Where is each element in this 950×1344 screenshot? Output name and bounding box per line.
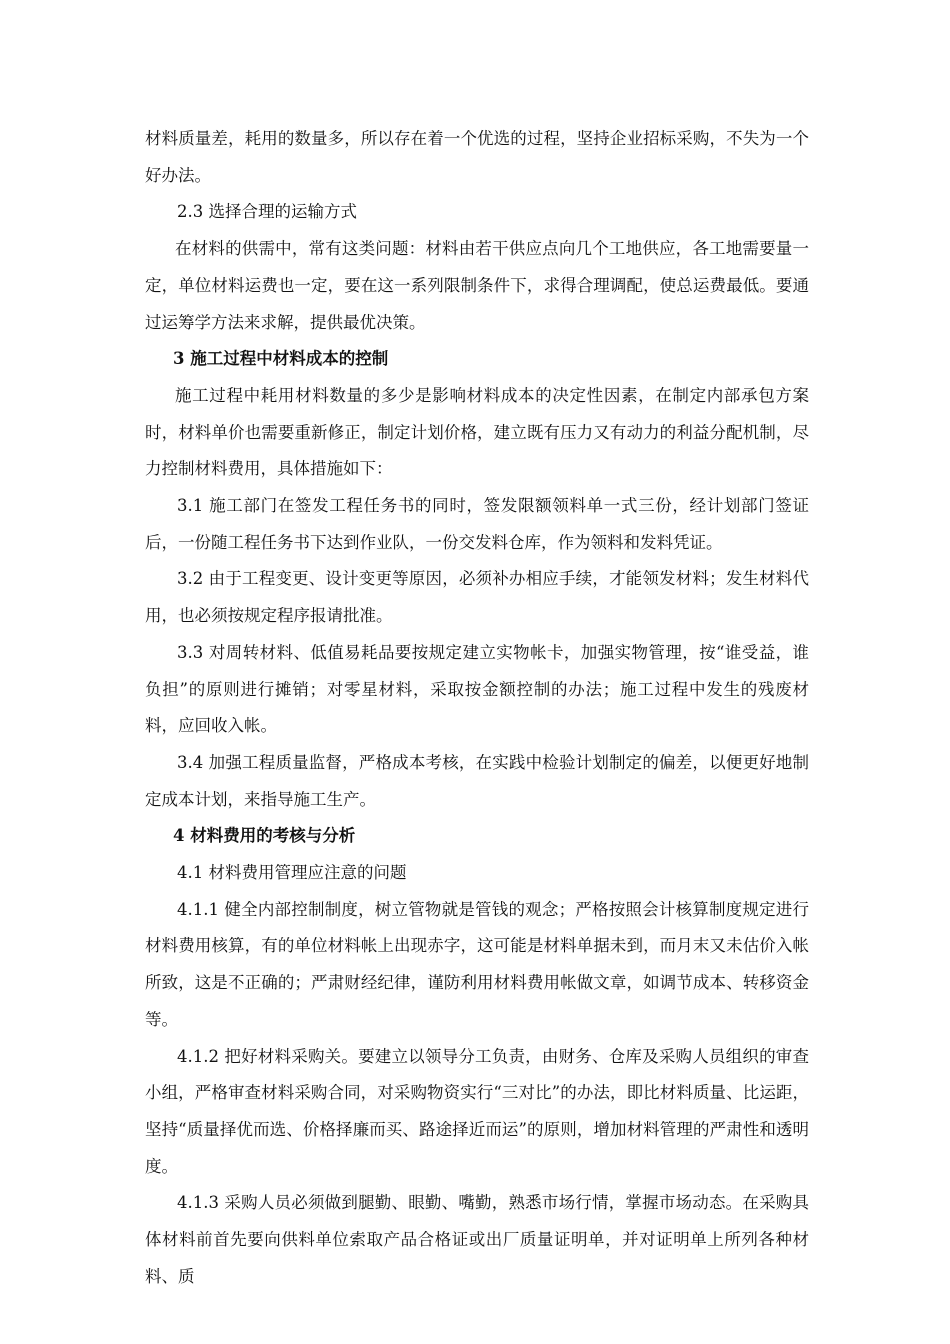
paragraph-section-3-intro: 施工过程中耗用材料数量的多少是影响材料成本的决定性因素，在制定内部承包方案时，材料单价也需要重新修正，制定计划价格，建立既有压力又有动力的利益分配机制，尽力控制材料费用，具体措施如下： — [145, 385, 809, 479]
paragraph-4-1-3: 4.1.3 采购人员必须做到腿勤、眼勤、嘴勤，熟悉市场行情，掌握市场动态。在采购具体材料前首先要向供料单位索取产品合格证或出厂质量证明单，并对证明单上所列各种材料、质 — [145, 1193, 809, 1286]
paragraph-3-3: 3.3 对周转材料、低值易耗品要按规定建立实物帐卡，加强实物管理，按“谁受益，谁负担”的原则进行摊销；对零星材料，采取按金额控制的办法；施工过程中发生的残废材料，应回收入帐。 — [145, 642, 809, 736]
paragraph-3-2: 3.2 由于工程变更、设计变更等原因，必须补办相应手续，才能领发材料；发生材料代用，也必须按规定程序报请批准。 — [145, 569, 809, 626]
document-body — [145, 121, 809, 1296]
paragraph-3-1: 3.1 施工部门在签发工程任务书的同时，签发限额领料单一式三份，经计划部门签证后，一份随工程任务书下达到作业队，一份交发料仓库，作为领料和发料凭证。 — [145, 496, 809, 552]
section-4-heading: 4 材料费用的考核与分析 — [173, 826, 356, 846]
paragraph-3-4: 3.4 加强工程质量监督，严格成本考核，在实践中检验计划制定的偏差，以便更好地制定成本计划，来指导施工生产。 — [145, 752, 809, 809]
subsection-2-3-title: 2.3 选择合理的运输方式 — [177, 202, 357, 222]
paragraph-4-1-1: 4.1.1 健全内部控制制度，树立管物就是管钱的观念；严格按照会计核算制度规定进行材料费用核算，有的单位材料帐上出现赤字，这可能是材料单据未到，而月末又未估价入帐所致，这是不正确的；严肃财经纪律，谨防利用材料费用帐做文章，如调节成本、转移资金等。 — [145, 899, 809, 1029]
paragraph-4-1-2: 4.1.2 把好材料采购关。要建立以领导分工负责，由财务、仓库及采购人员组织的审查小组，严格审查材料采购合同，对采购物资实行“三对比”的办法，即比材料质量、比运距，坚持“质量择优而选、价格择廉而买、路途择近而运”的原则，增加材料管理的严肃性和透明度。 — [145, 1046, 809, 1176]
subsection-4-1-title: 4.1 材料费用管理应注意的问题 — [177, 863, 407, 883]
paragraph-transport: 在材料的供需中，常有这类问题：材料由若干供应点向几个工地供应，各工地需要量一定，单位材料运费也一定，要在这一系列限制条件下，求得合理调配，使总运费最低。要通过运筹学方法来求解，提供最优决策。 — [145, 239, 809, 332]
paragraph-continuation: 材料质量差，耗用的数量多，所以存在着一个优选的过程，坚持企业招标采购，不失为一个好办法。 — [145, 129, 809, 185]
section-3-heading: 3 施工过程中材料成本的控制 — [173, 349, 389, 369]
